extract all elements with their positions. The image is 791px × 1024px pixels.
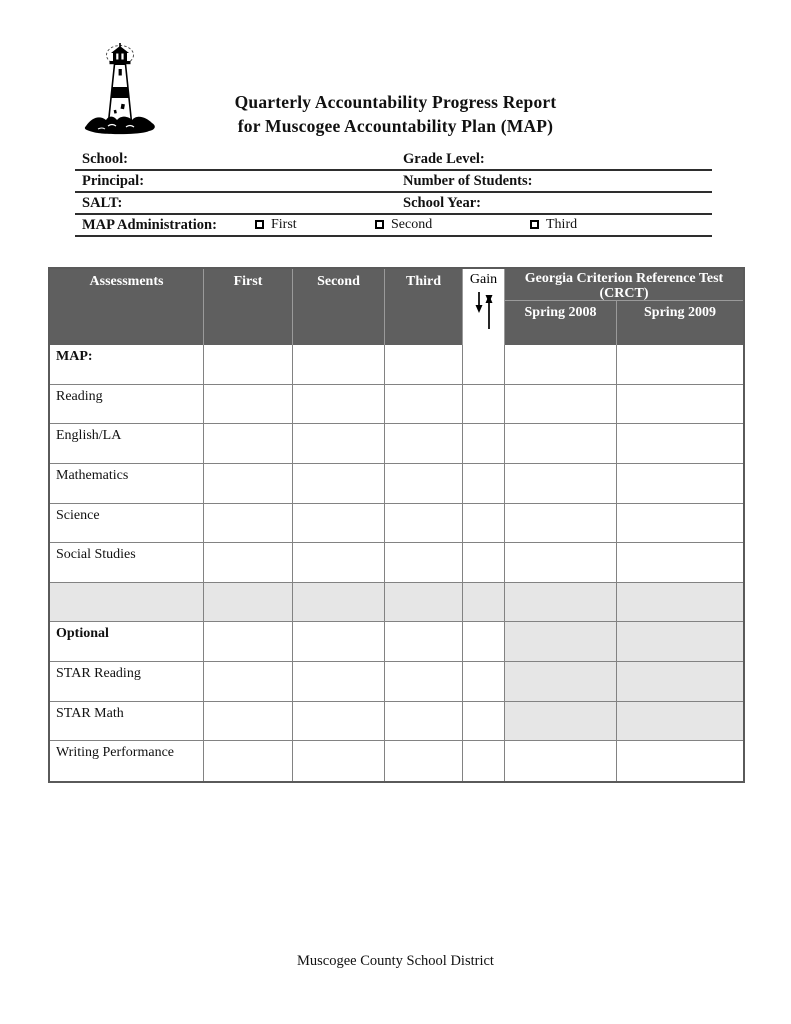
table-cell — [505, 662, 617, 701]
table-cell — [617, 622, 743, 661]
principal-label: Principal: — [82, 173, 145, 189]
header-assessments: Assessments — [50, 269, 204, 345]
table-cell — [463, 464, 505, 503]
header-first: First — [204, 269, 293, 345]
table-row — [50, 702, 743, 742]
down-up-arrows-icon — [471, 290, 497, 330]
table-cell — [463, 385, 505, 424]
table-cell — [463, 424, 505, 463]
table-cell — [617, 741, 743, 781]
table-cell — [617, 662, 743, 701]
salt-label: SALT: — [82, 195, 123, 211]
school-year-input-area[interactable] — [555, 195, 708, 213]
table-cell — [505, 424, 617, 463]
row-label — [50, 583, 204, 622]
table-cell — [505, 622, 617, 661]
form-row-principal — [75, 171, 712, 193]
table-cell — [505, 345, 617, 384]
page-footer: Muscogee County School District — [297, 953, 494, 969]
table-row — [50, 504, 743, 544]
table-cell — [293, 741, 385, 781]
table-row — [50, 345, 743, 385]
table-row — [50, 543, 743, 583]
title-line-2: for Muscogee Accountability Plan (MAP) — [237, 116, 554, 136]
table-cell — [204, 424, 293, 463]
header-crct-group — [505, 269, 743, 345]
table-cell — [617, 583, 743, 622]
header-gain — [463, 269, 505, 345]
table-cell — [293, 424, 385, 463]
table-cell — [463, 662, 505, 701]
table-cell — [463, 504, 505, 543]
table-cell — [463, 345, 505, 384]
title-line-1: Quarterly Accountability Progress Report — [234, 92, 557, 112]
table-cell — [617, 702, 743, 741]
school-input-area[interactable] — [155, 151, 392, 169]
header-crct-springs — [505, 300, 743, 345]
table-cell — [385, 622, 463, 661]
principal-input-area[interactable] — [155, 173, 392, 191]
table-cell — [293, 464, 385, 503]
table-cell — [385, 662, 463, 701]
table-cell — [505, 385, 617, 424]
table-cell — [617, 385, 743, 424]
number-of-students-label: Number of Students: — [403, 173, 533, 189]
header-second: Second — [293, 269, 385, 345]
table-cell — [293, 583, 385, 622]
table-cell — [385, 543, 463, 582]
table-cell — [204, 504, 293, 543]
table-cell — [293, 662, 385, 701]
grade-level-input-area[interactable] — [555, 151, 708, 169]
row-label: Reading — [50, 385, 204, 424]
table-cell — [463, 543, 505, 582]
checkbox-second[interactable] — [375, 217, 432, 233]
table-cell — [385, 702, 463, 741]
table-cell — [293, 622, 385, 661]
table-cell — [293, 345, 385, 384]
table-cell — [463, 583, 505, 622]
table-cell — [204, 345, 293, 384]
form-fields — [75, 149, 712, 237]
map-administration-label: MAP Administration: — [82, 217, 217, 233]
table-cell — [463, 622, 505, 661]
row-label: Social Studies — [50, 543, 204, 582]
table-cell — [385, 583, 463, 622]
table-row — [50, 583, 743, 623]
table-cell — [204, 543, 293, 582]
checkbox-third[interactable] — [530, 217, 577, 233]
form-row-school — [75, 149, 712, 171]
row-label: STAR Math — [50, 702, 204, 741]
table-cell — [385, 345, 463, 384]
form-row-salt — [75, 193, 712, 215]
table-cell — [505, 583, 617, 622]
table-cell — [204, 662, 293, 701]
checkbox-first[interactable] — [255, 217, 297, 233]
school-label: School: — [82, 151, 128, 167]
number-of-students-input-area[interactable] — [555, 173, 708, 191]
table-body — [50, 345, 743, 781]
header-spring-2009: Spring 2009 — [644, 305, 716, 320]
table-header — [50, 269, 743, 345]
table-cell — [204, 385, 293, 424]
checkbox-second-label: Second — [391, 217, 433, 232]
table-cell — [463, 702, 505, 741]
header-crct-title: Georgia Criterion Reference Test (CRCT) — [524, 271, 724, 301]
table-cell — [204, 741, 293, 781]
table-cell — [204, 583, 293, 622]
table-cell — [463, 741, 505, 781]
header-spring-2008: Spring 2008 — [505, 301, 617, 345]
checkbox-icon[interactable] — [255, 220, 264, 229]
table-cell — [293, 504, 385, 543]
table-row — [50, 662, 743, 702]
grade-level-label: Grade Level: — [403, 151, 485, 167]
assessments-table — [48, 267, 745, 783]
checkbox-first-label: First — [271, 217, 297, 232]
form-row-map-administration — [75, 215, 712, 237]
table-cell — [617, 543, 743, 582]
row-label: Science — [50, 504, 204, 543]
table-cell — [385, 464, 463, 503]
page-title — [0, 90, 791, 138]
table-cell — [505, 543, 617, 582]
checkbox-icon[interactable] — [375, 220, 384, 229]
header-third: Third — [385, 269, 463, 345]
row-label: STAR Reading — [50, 662, 204, 701]
table-row — [50, 385, 743, 425]
checkbox-icon[interactable] — [530, 220, 539, 229]
school-year-label: School Year: — [403, 195, 481, 211]
table-cell — [293, 543, 385, 582]
table-row — [50, 464, 743, 504]
checkbox-third-label: Third — [546, 217, 578, 232]
table-cell — [617, 345, 743, 384]
table-cell — [204, 622, 293, 661]
table-cell — [505, 702, 617, 741]
table-row — [50, 424, 743, 464]
table-cell — [505, 741, 617, 781]
row-label: English/LA — [50, 424, 204, 463]
row-label: MAP: — [50, 345, 204, 384]
table-row — [50, 741, 743, 781]
table-cell — [204, 464, 293, 503]
table-cell — [617, 424, 743, 463]
salt-input-area[interactable] — [155, 195, 392, 213]
table-cell — [505, 464, 617, 503]
row-label: Mathematics — [50, 464, 204, 503]
table-cell — [293, 385, 385, 424]
row-label: Writing Performance — [50, 741, 204, 781]
table-cell — [617, 464, 743, 503]
table-cell — [385, 741, 463, 781]
table-row — [50, 622, 743, 662]
table-cell — [385, 424, 463, 463]
table-cell — [617, 504, 743, 543]
table-cell — [385, 504, 463, 543]
gain-label: Gain — [469, 272, 498, 287]
row-label: Optional — [50, 622, 204, 661]
table-cell — [385, 385, 463, 424]
table-cell — [505, 504, 617, 543]
table-cell — [204, 702, 293, 741]
table-cell — [293, 702, 385, 741]
